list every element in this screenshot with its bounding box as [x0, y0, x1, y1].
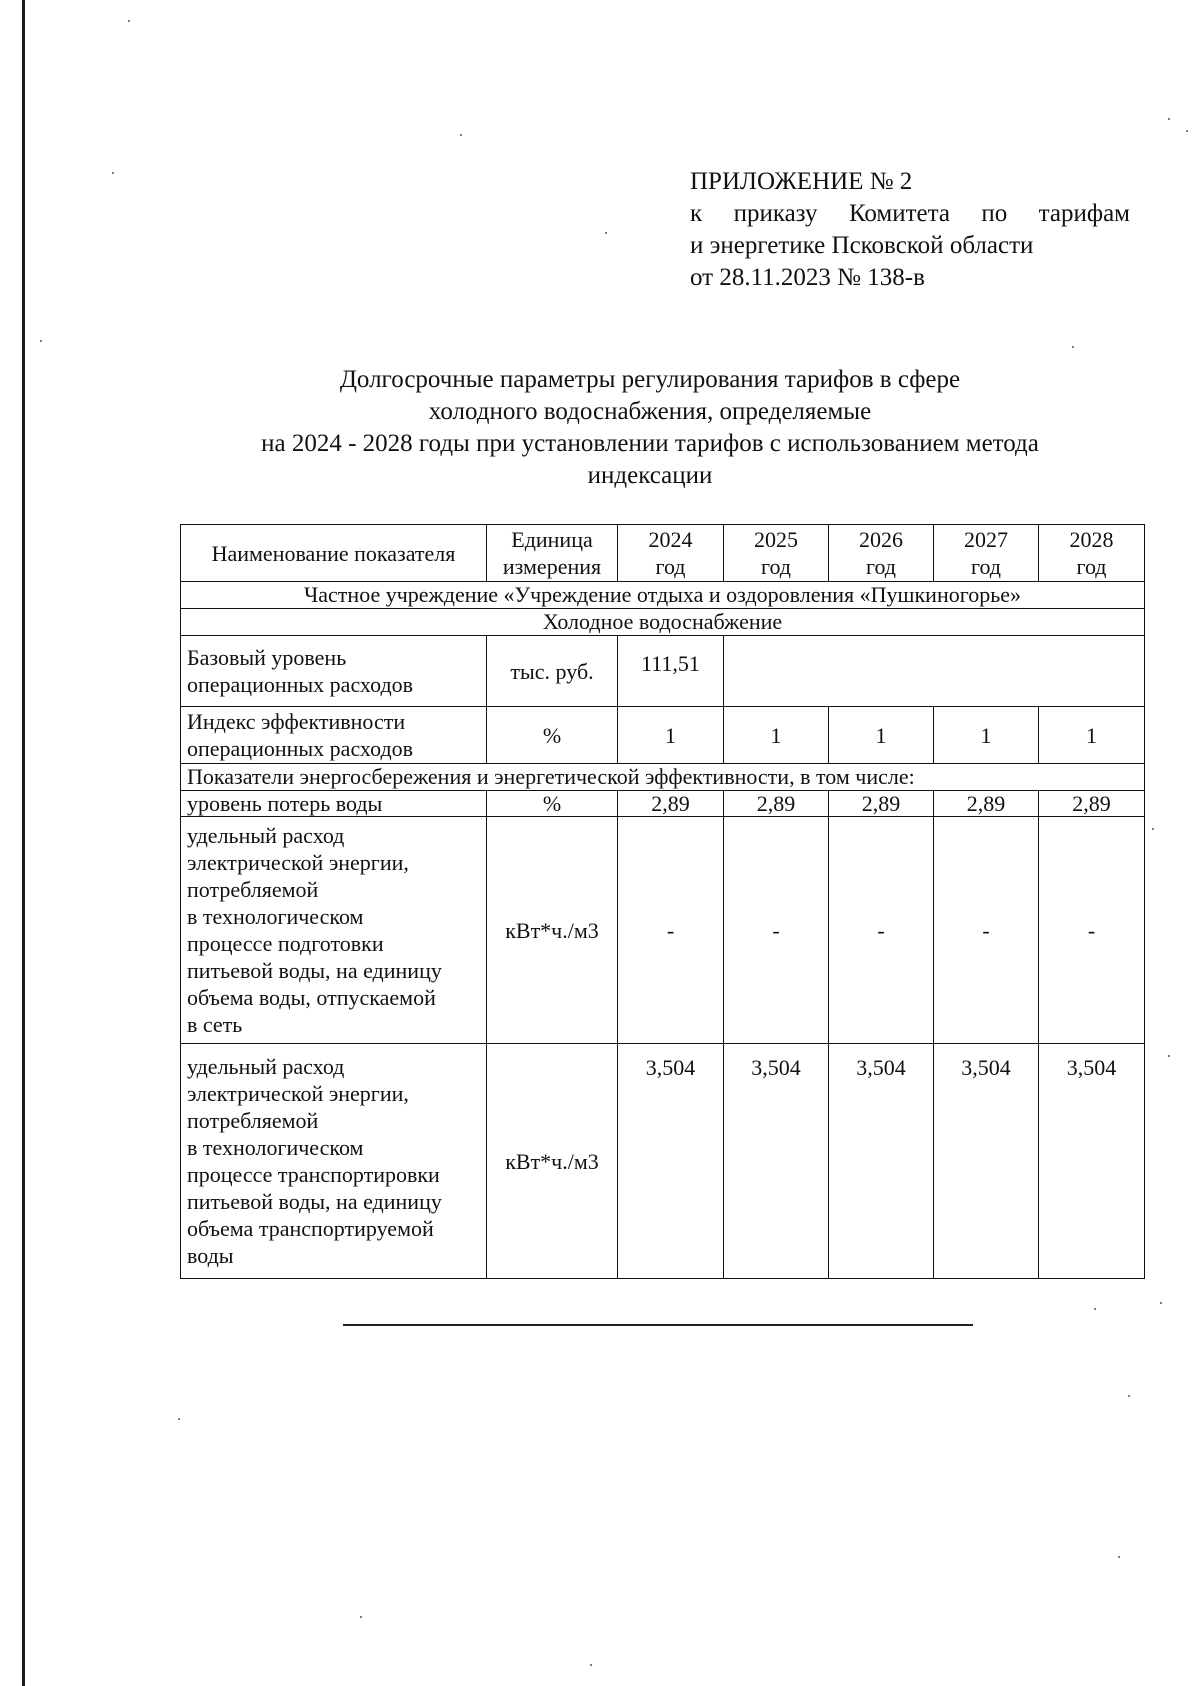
header-year-2027 [934, 525, 1039, 582]
row-name-line: удельный расход [187, 1054, 345, 1079]
year-suffix: год [760, 554, 792, 579]
row-name-line: Индекс эффективности [187, 709, 406, 734]
value-2027: 2,89 [934, 791, 1039, 817]
row-name-line: потребляемой [187, 877, 319, 902]
year-suffix: год [655, 554, 686, 579]
table-row [181, 1044, 1145, 1279]
row-name-line: воды [187, 1243, 234, 1268]
scan-speck [1186, 130, 1188, 132]
table-row [181, 817, 1145, 1044]
scan-speck [112, 172, 114, 174]
value-2026: 1 [829, 707, 934, 764]
row-name-line: процессе подготовки [187, 931, 384, 956]
year-suffix: год [970, 554, 1002, 579]
value-2027: 3,504 [934, 1044, 1039, 1279]
row-name-line: в технологическом [187, 1135, 364, 1160]
table-row [181, 636, 1145, 707]
header-year-2028 [1039, 525, 1145, 582]
energy-section-row [181, 764, 1145, 791]
parameters-table [180, 524, 1145, 1279]
value-2024: 3,504 [618, 1044, 724, 1279]
committee-line: и энергетике Псковской области [690, 232, 1034, 259]
row-name-line: процессе транспортировки [187, 1162, 440, 1187]
closing-rule [343, 1324, 973, 1326]
header-unit [487, 525, 618, 582]
row-name-line: в сеть [187, 1012, 243, 1037]
section-row [181, 609, 1145, 636]
row-name-line: операционных расходов [187, 736, 414, 761]
header-unit-line-1: Единица [511, 527, 593, 552]
row-name-line: объема транспортируемой [187, 1216, 434, 1241]
row-name-line: электрической энергии, [187, 1081, 409, 1106]
scan-speck [1152, 828, 1154, 830]
row-name-line: питьевой воды, на единицу [187, 1189, 442, 1214]
row-name-base-opex [181, 636, 487, 707]
year-label: 2025 [754, 527, 798, 552]
title-line-1: Долгосрочные параметры регулирования тарифов в сфере [339, 366, 961, 393]
value-2024: 111,51 [618, 636, 724, 707]
row-unit: кВт*ч./м3 [487, 1044, 618, 1279]
energy-section-title: Показатели энергосбережения и энергетической эффективности, в том числе: [181, 764, 1145, 791]
value-2027: 1 [934, 707, 1039, 764]
year-label: 2026 [859, 527, 903, 552]
title-line-3: на 2024 - 2028 годы при установлении тарифов с использованием метода [261, 430, 1039, 457]
appendix-header [690, 166, 1130, 294]
appendix-number: ПРИЛОЖЕНИЕ № 2 [690, 168, 913, 195]
year-label: 2027 [964, 527, 1008, 552]
value-2025: 2,89 [724, 791, 829, 817]
scan-speck [1072, 346, 1074, 348]
header-year-2024 [618, 525, 724, 582]
value-2025: 3,504 [724, 1044, 829, 1279]
value-2026: 2,89 [829, 791, 934, 817]
header-indicator-name: Наименование показателя [181, 525, 487, 582]
title-line-4: индексации [587, 462, 713, 489]
table-header-row [181, 525, 1145, 582]
year-suffix: год [865, 554, 897, 579]
row-name-line: операционных расходов [187, 672, 414, 697]
value-2028: 3,504 [1039, 1044, 1145, 1279]
year-label: 2024 [648, 527, 693, 552]
value-2025: 1 [724, 707, 829, 764]
year-suffix: год [1076, 554, 1107, 579]
scan-speck [1160, 1302, 1162, 1304]
row-name-line: питьевой воды, на единицу [187, 958, 442, 983]
row-name-prep-energy [181, 817, 487, 1044]
parameters-table-wrapper [180, 524, 1145, 1279]
header-year-2026 [829, 525, 934, 582]
row-unit: кВт*ч./м3 [487, 817, 618, 1044]
row-name-efficiency-index [181, 707, 487, 764]
value-2025: - [724, 817, 829, 1044]
row-unit: % [487, 791, 618, 817]
order-date-line: от 28.11.2023 № 138-в [690, 264, 925, 291]
scan-speck [460, 134, 462, 136]
scan-speck [1118, 1556, 1120, 1558]
title-line-2: холодного водоснабжения, определяемые [428, 398, 872, 425]
header-unit-line-2: измерения [502, 554, 602, 579]
value-2026: - [829, 817, 934, 1044]
value-2028: - [1039, 817, 1145, 1044]
value-2026: 3,504 [829, 1044, 934, 1279]
row-name-line: Базовый уровень [187, 645, 347, 670]
organization-name: Частное учреждение «Учреждение отдыха и оздоровления «Пушкиногорье» [181, 582, 1145, 609]
value-2024: 1 [618, 707, 724, 764]
scan-speck [178, 1418, 180, 1420]
scan-speck [128, 20, 130, 22]
empty-merged-cell [724, 636, 1145, 707]
row-unit: тыс. руб. [487, 636, 618, 707]
row-name-line: электрической энергии, [187, 850, 409, 875]
row-name-transport-energy [181, 1044, 487, 1279]
scan-speck [1128, 1395, 1130, 1397]
order-reference-line: к приказу Комитета по тарифам [690, 200, 1130, 227]
scan-edge-line [22, 0, 25, 1686]
row-name-line: объема воды, отпускаемой [187, 985, 436, 1010]
document-title [180, 364, 1120, 492]
row-name-line: в технологическом [187, 904, 364, 929]
header-year-2025 [724, 525, 829, 582]
scan-speck [1094, 1308, 1096, 1310]
scan-speck [590, 1664, 592, 1666]
row-name-line: удельный расход [187, 823, 345, 848]
table-row [181, 707, 1145, 764]
value-2028: 1 [1039, 707, 1145, 764]
year-label: 2028 [1069, 527, 1114, 552]
row-unit: % [487, 707, 618, 764]
organization-row [181, 582, 1145, 609]
section-cold-water: Холодное водоснабжение [181, 609, 1145, 636]
scan-speck [1168, 1055, 1170, 1057]
scan-speck [605, 232, 607, 234]
value-2027: - [934, 817, 1039, 1044]
scan-speck [40, 340, 42, 342]
table-row [181, 791, 1145, 817]
scan-speck [360, 1616, 362, 1618]
row-name-line: потребляемой [187, 1108, 319, 1133]
row-name-water-loss: уровень потерь воды [181, 791, 487, 817]
value-2024: 2,89 [618, 791, 724, 817]
value-2028: 2,89 [1039, 791, 1145, 817]
value-2024: - [618, 817, 724, 1044]
scan-speck [1168, 118, 1170, 120]
